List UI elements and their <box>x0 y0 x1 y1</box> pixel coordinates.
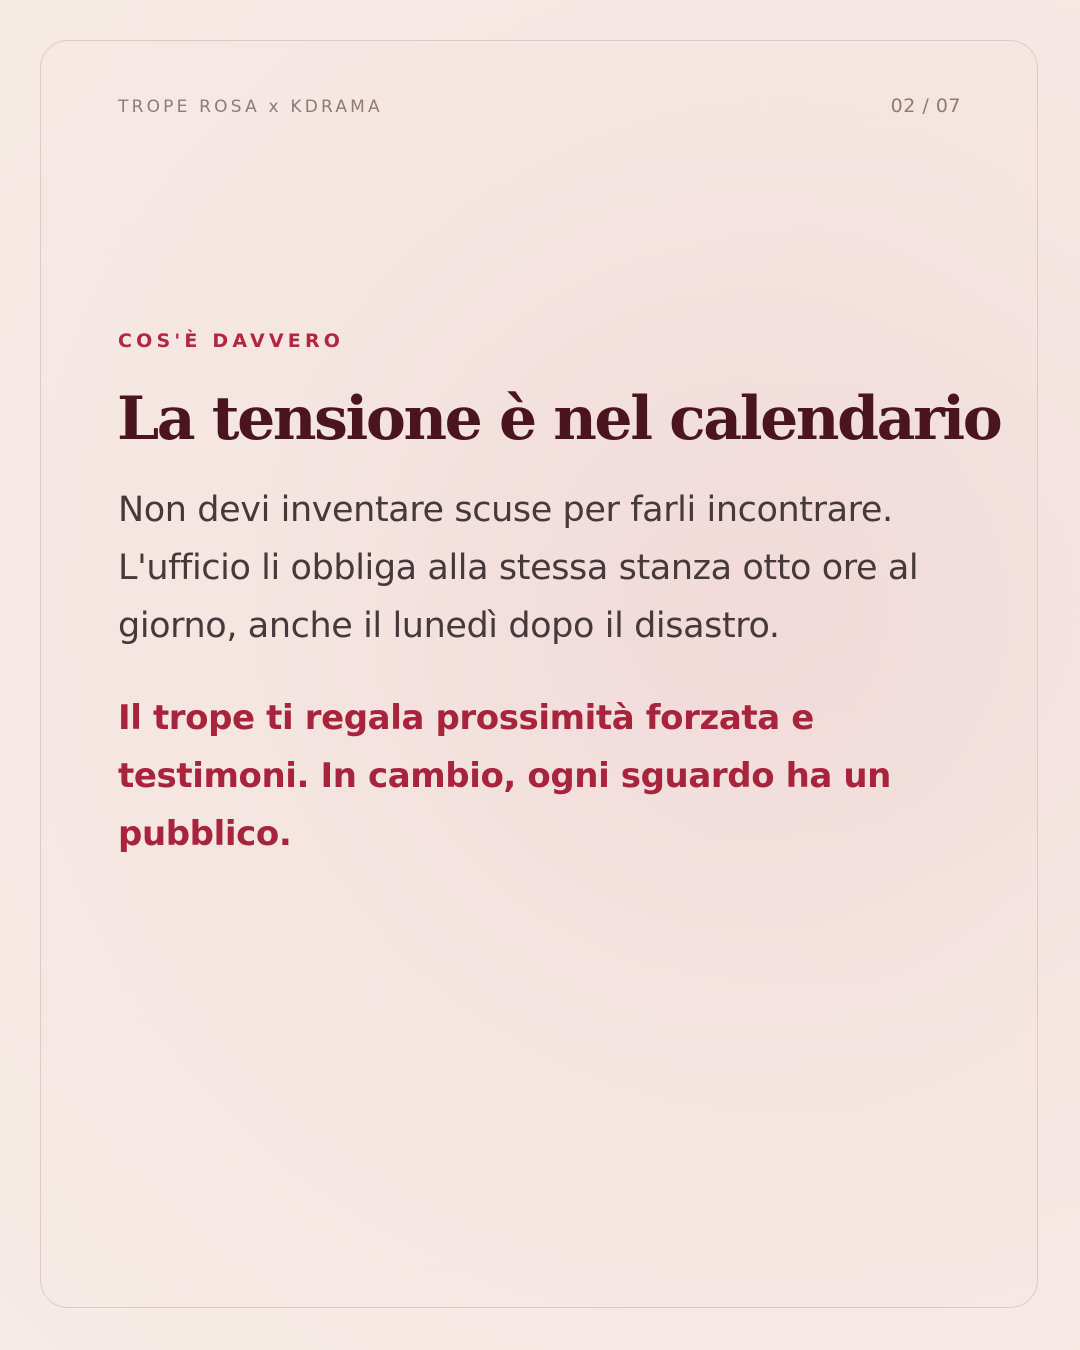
page-counter: 02 / 07 <box>890 95 961 117</box>
brand-label: TROPE ROSA x KDRAMA <box>118 97 383 117</box>
highlight-paragraph: Il trope ti regala prossimità forzata e testimoni. In cambio, ogni sguardo ha un pubblico. <box>118 698 891 854</box>
slide-card <box>40 40 1038 1308</box>
slide-headline: La tensione è nel calendario <box>117 384 1001 454</box>
body-paragraph: Non devi inventare scuse per farli incontrare. L'ufficio li obbliga alla stessa stanza otto ore al giorno, anche il lunedì dopo il disastro. <box>118 490 919 646</box>
section-eyebrow: COS'È DAVVERO <box>118 330 345 352</box>
